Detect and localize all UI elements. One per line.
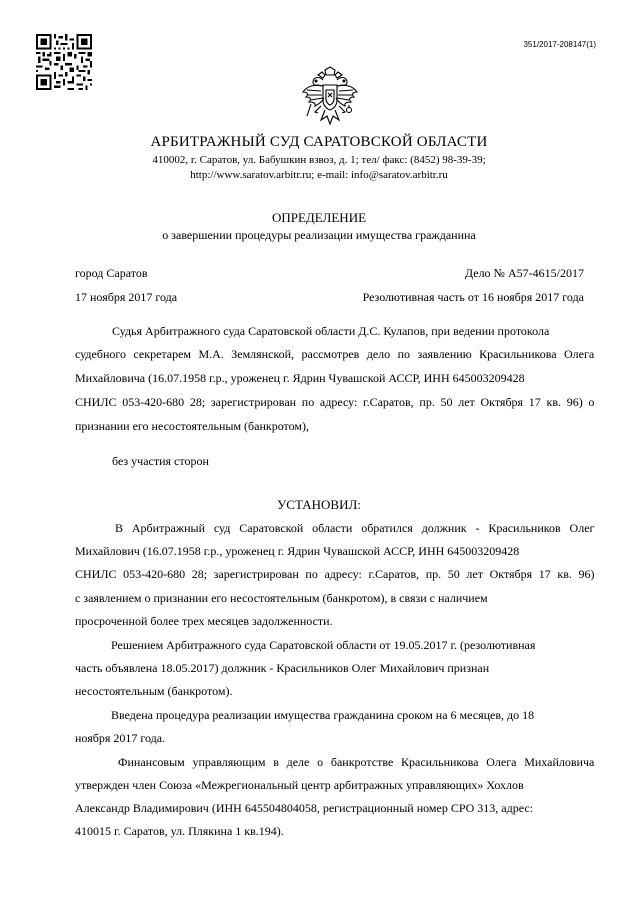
paragraph-line: Введена процедура реализации имущества гражданина сроком на 6 месяцев, до 18	[111, 708, 535, 722]
paragraph-line: с заявлением о признании его несостоятельным (банкротом), в связи с наличием	[75, 591, 488, 605]
paragraph-line: утвержден член Союза «Межрегиональный центр арбитражных управляющих» Хохлов	[75, 778, 524, 792]
paragraph-line: Финансовым управляющим в деле о банкротстве Красильникова Олега Михайловича	[118, 755, 595, 769]
case-reference: Дело № А57-4615/2017	[464, 266, 584, 280]
established-heading: УСТАНОВИЛ:	[277, 497, 361, 512]
paragraph-line: Решением Арбитражного суда Саратовской области от 19.05.2017 г. (резолютивная	[111, 638, 536, 652]
paragraph-line: часть объявлена 18.05.2017) должник - Красильников Олег Михайлович признан	[75, 661, 490, 675]
paragraph-line: ноября 2017 года.	[75, 731, 166, 745]
coat-of-arms-emblem	[301, 66, 359, 128]
paragraph-line: Александр Владимирович (ИНН 645504804058, регистрационный номер СРО 313, адрес:	[75, 801, 534, 815]
intro-line: признании его несостоятельным (банкротом),	[75, 419, 309, 433]
intro-line: Михайловича (16.07.1958 г.р., уроженец г. Ядрин Чувашской АССР, ИНН 645003209428	[75, 371, 525, 385]
no-parties-note: без участия сторон	[112, 454, 209, 468]
resolution-part-date: Резолютивная часть от 16 ноября 2017 года	[362, 290, 584, 304]
paragraph-line: Михайлович (16.07.1958 г.р., уроженец г. Ядрин Чувашской АССР, ИНН 645003209428	[75, 544, 520, 558]
paragraph-line: СНИЛС 053-420-680 28; зарегистрирован по адресу: г.Саратов, пр. 50 лет Октября 17 кв. 96)	[75, 567, 595, 581]
paragraph-line: В Арбитражный суд Саратовской области обратился должник - Красильников Олег	[115, 521, 595, 535]
court-address: 410002, г. Саратов, ул. Бабушкин взвоз, д. 1; тел/ факс: (8452) 98-39-39;	[152, 154, 486, 166]
qr-code	[36, 34, 92, 90]
intro-line: судебного секретарем М.А. Землянской, рассмотрев дело по заявлению Красильникова Олега	[75, 347, 595, 361]
case-registration-number: 351/2017-208147(1)	[523, 40, 596, 49]
intro-line: Судья Арбитражного суда Саратовской области Д.С. Кулапов, при ведении протокола	[112, 324, 550, 338]
city: город Саратов	[75, 266, 148, 280]
intro-line: СНИЛС 053-420-680 28; зарегистрирован по адресу: г.Саратов, пр. 50 лет Октября 17 кв. 96) о	[75, 395, 595, 409]
court-contacts: http://www.saratov.arbitr.ru; e-mail: info@saratov.arbitr.ru	[190, 169, 448, 181]
paragraph-line: 410015 г. Саратов, ул. Плякина 1 кв.194).	[75, 824, 284, 838]
paragraph-line: несостоятельным (банкротом).	[75, 684, 233, 698]
paragraph-line: просроченной более трех месяцев задолженности.	[75, 614, 333, 628]
document-date: 17 ноября 2017 года	[75, 290, 178, 304]
document-title: ОПРЕДЕЛЕНИЕ	[271, 210, 367, 225]
court-name: АРБИТРАЖНЫЙ СУД САРАТОВСКОЙ ОБЛАСТИ	[150, 134, 488, 150]
document-subtitle: о завершении процедуры реализации имущества гражданина	[162, 228, 476, 242]
